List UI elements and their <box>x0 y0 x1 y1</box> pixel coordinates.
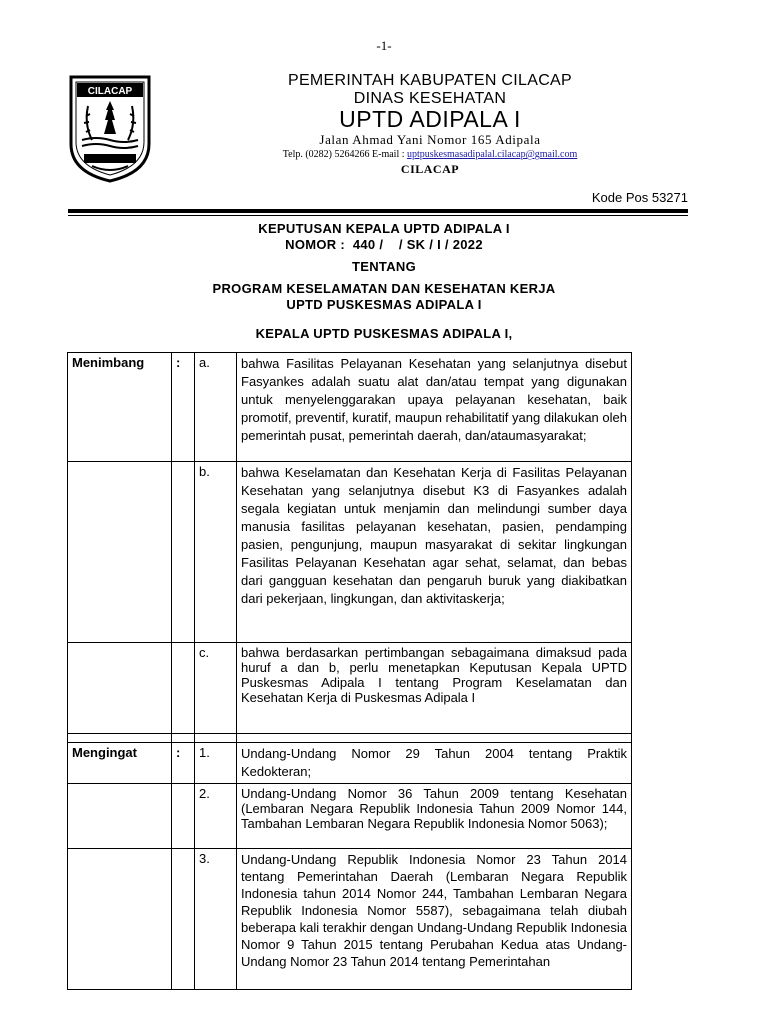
department-name: DINAS KESEHATAN <box>353 90 507 107</box>
contact-phone: Telp. (0282) 5264266 E-mail : <box>282 149 407 160</box>
unit-name: UPTD ADIPALA I <box>339 106 521 132</box>
item-marker: a. <box>195 353 237 462</box>
section-colon: : <box>172 743 195 784</box>
item-text: bahwa Keselamatan dan Kesehatan Kerja di Fasilitas Pelayanan Kesehatan yang selanjutnya disebut K3 di Fasyankes adalah segala kegiatan untuk menjamin dan melindungi sumber daya manusia fasilitas pelayanan kesehatan, pasien, pendamping pasien, pengunjung, maupun masyarakat di sekitar lingkungan Fasilitas Pelayanan Kesehatan agar sehat, selamat, dan bebas dari gangguan kesehatan dan pengaruh buruk yang diakibatkan dari pekerjaan, lingkungan, dan aktivitaskerja; <box>237 462 632 643</box>
decree-about: TENTANG <box>352 259 416 274</box>
issuing-authority: KEPALA UPTD PUSKESMAS ADIPALA I, <box>255 326 513 341</box>
item-marker: b. <box>195 462 237 643</box>
table-row <box>68 849 632 990</box>
decree-title: KEPUTUSAN KEPALA UPTD ADIPALA I <box>258 221 510 236</box>
email-link[interactable]: uptpuskesmasadipalal.cilacap@gmail.com <box>407 149 578 160</box>
decree-body-table <box>67 352 632 990</box>
header-rule-thin <box>68 215 688 216</box>
section-label-mengingat: Mengingat <box>68 743 172 784</box>
cilacap-emblem-logo <box>68 74 152 184</box>
item-marker: 3. <box>195 849 237 990</box>
decree-number: NOMOR : 440 / / SK / I / 2022 <box>285 237 483 252</box>
table-row <box>68 743 632 784</box>
program-title-2: UPTD PUSKESMAS ADIPALA I <box>286 297 482 312</box>
table-row-spacer <box>68 734 632 743</box>
city: CILACAP <box>400 162 460 176</box>
section-colon: : <box>172 353 195 462</box>
postal-code: Kode Pos 53271 <box>591 190 688 205</box>
logo-text: CILACAP <box>87 86 133 97</box>
page-number: -1- <box>376 38 392 53</box>
table-row <box>68 643 632 734</box>
table-row <box>68 784 632 849</box>
item-marker: 1. <box>195 743 237 784</box>
table-row <box>68 462 632 643</box>
item-text: Undang-Undang Nomor 36 Tahun 2009 tentang Kesehatan (Lembaran Negara Republik Indonesia Tahun 2009 Nomor 144, Tambahan Lembaran Negara Republik Indonesia Nomor 5063); <box>237 784 632 849</box>
address: Jalan Ahmad Yani Nomor 165 Adipala <box>319 132 541 147</box>
item-marker: 2. <box>195 784 237 849</box>
item-text: Undang-Undang Republik Indonesia Nomor 23 Tahun 2014 tentang Pemerintahan Daerah (Lembaran Negara Republik Indonesia tahun 2014 Nomor 244, Tambahan Lembaran Negara Republik Indonesia Nomor 5587), sebagaimana telah diubah beberapa kali terakhir dengan Undang-Undang Republik Indonesia Nomor 9 Tahun 2015 tentang Perubahan Kedua atas Undang-Undang Nomor 23 Tahun 2014 tentang Pemerintahan <box>237 849 632 990</box>
header-rule-thick <box>68 209 688 213</box>
contact-line <box>160 149 700 160</box>
item-marker: c. <box>195 643 237 734</box>
table-row <box>68 353 632 462</box>
item-text: bahwa Fasilitas Pelayanan Kesehatan yang selanjutnya disebut Fasyankes adalah suatu alat dan/atau tempat yang digunakan untuk menyelenggarakan upaya pelayanan kesehatan, baik promotif, preventif, kuratif, maupun rehabilitatif yang dilakukan oleh pemerintah pusat, pemerintah daerah, dan/ataumasyarakat; <box>237 353 632 462</box>
item-text: Undang-Undang Nomor 29 Tahun 2004 tentang Praktik Kedokteran; <box>237 743 632 784</box>
program-title-1: PROGRAM KESELAMATAN DAN KESEHATAN KERJA <box>212 281 556 296</box>
government-name: PEMERINTAH KABUPATEN CILACAP <box>287 72 572 89</box>
section-label-menimbang: Menimbang <box>68 353 172 462</box>
item-text: bahwa berdasarkan pertimbangan sebagaimana dimaksud pada huruf a dan b, perlu menetapkan Keputusan Kepala UPTD Puskesmas Adipala I tentang Program Keselamatan dan Kesehatan Kerja di Puskesmas Adipala I <box>237 643 632 734</box>
